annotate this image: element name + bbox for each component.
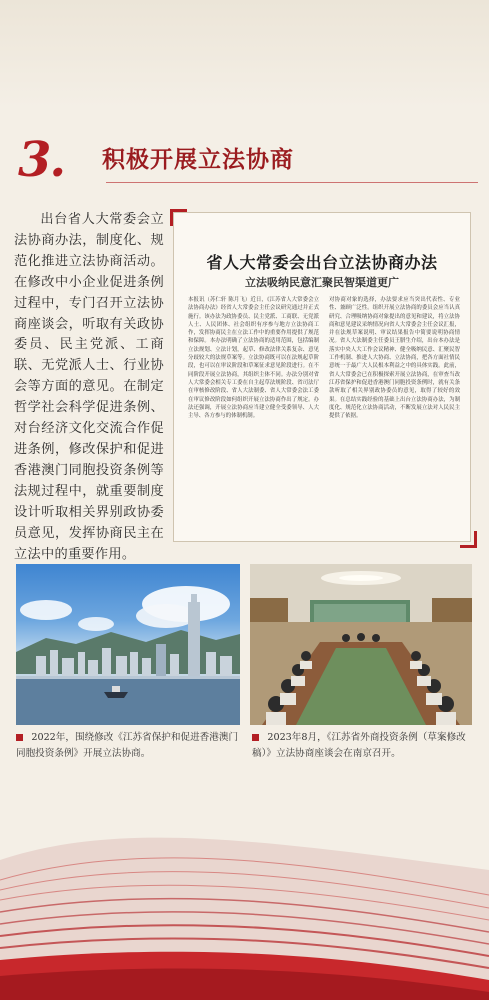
meeting-room-photo [250,564,472,725]
clipping-column-1: 本报讯（苏仁轩 陈月飞）近日，《江苏省人大常委会立法协商办法》经省人大常委会主任会议研究通过并正式施行。该办法为政协委员、民主党派、工商联、无党派人士、人民团体、社会组织有序参与地方立法协商工作，发挥协商民主在立法工作中的重要作用提供了规范和保障。本办法明确了立法协商的适用范围，包括编制立法规划、立法计划，起草、修改法律关系复杂、意见分歧较大的法规草案等。立法协商既可以在法规起草阶段，也可以在审议阶段和草案征求意见阶段进行。在不同阶段开展立法协商，其组织主体不同。办法分别对省人大常委会相关专工委在自主起草法规阶段、省司法厅在审核修改阶段、省人大法制委、省人大常委会法工委在审议修改阶段如何组织开展立法协商作出了规定。办法还强调，开展立法协商应当建立健全受委领导、人大主导、各方参与的体制机制。 [188,297,319,420]
section-number: 3. [18,132,65,188]
clipping-column-2: 对协商对象的选择，办法要求应当突出代表性、专业性、兼顾广泛性。组织开展立法协商的委员会应当认真研究、合理吸纳协商对象提出的意见和建议，将立法协商和意见建议采纳情况向省人大常委会主任会议汇报，并在法规草案说明、审议结果报告中简要说明协商情况。省人大法制委主任委员王腊生介绍，出台本办法是落实中央人大工作会议精神、健全吸纳民意、汇聚民智工作机制、推进人大协商、立法协商，把各方面社情民意统一于最广大人民根本利益之中的具体实践。此前，省人大常委会已在积极探索开展立法协商，在审查当改江苏省保护和促进香港澳门同胞投资条例时，就有关条款听取了相关界别政协委员的意见，取得了较好的效果。在总结实践经验的基础上出台立法协商办法，为制度化、规范化立法协商活动，不断发展立法对人民民主提供了依据。 [329,297,460,420]
top-background-band [0,0,489,108]
clipping-body [188,296,460,534]
section-divider [106,182,478,183]
lead-paragraph: 出台省人大常委会立法协商办法，制度化、规范化推进立法协商活动。在修改中小企业促进条例过程中，专门召开立法协商座谈会，听取有关政协委员、民主党派、工商联、无党派人士、行业协会等方面的意见。在制定哲学社会科学促进条例、对台经济文化交流合作促进条例，修改保护和促进香港澳门同胞投资条例等法规过程中，就重要制度设计听取相关界别政协委员意见，发挥协商民主在立法中的重要作用。 [14,212,164,562]
decorative-red-waves [0,800,489,1000]
photo-caption-2: 2023年8月，《江苏省外商投资条例（草案修改稿）》立法协商座谈会在南京召开。 [252,732,466,759]
photo-caption-1: 2022年，围绕修改《江苏省保护和促进香港澳门同胞投资条例》开展立法协商。 [16,732,239,759]
clipping-corner-bottom-right [460,531,477,548]
skyline-illustration [16,564,240,725]
section-header [18,132,478,192]
clipping-corner-top-left [170,209,187,226]
hong-kong-skyline-photo [16,564,240,725]
section-title: 积极开展立法协商 [102,147,294,173]
clipping-subheadline: 立法吸纳民意汇聚民智渠道更广 [245,276,399,289]
meeting-illustration [250,564,472,725]
clipping-headline: 省人大常委会出台立法协商办法 [206,253,438,272]
